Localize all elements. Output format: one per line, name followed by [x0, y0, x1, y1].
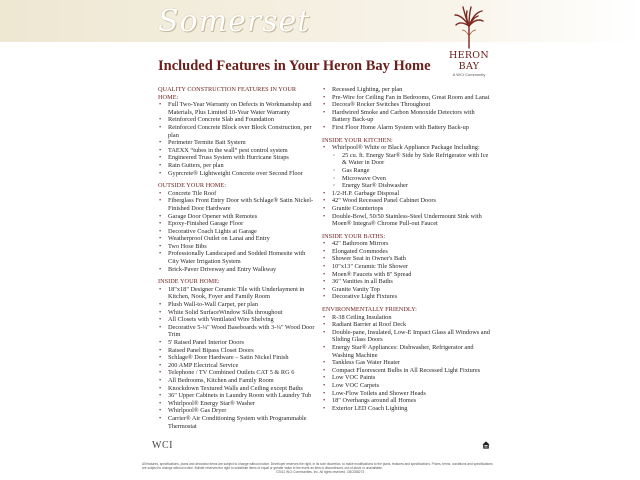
- feature-item: • 1/2-H.P. Garbage Disposal: [322, 190, 490, 198]
- section-title: OUTSIDE YOUR HOME:: [158, 182, 226, 190]
- feature-item: • Carrier® Air Conditioning System with Programmable Thermostat: [158, 415, 316, 430]
- feature-item: • 18" Overhangs around all Homes: [322, 397, 490, 405]
- feature-item: • All Closets with Ventilated Wire Shelving: [158, 316, 316, 324]
- palm-tree-icon: [454, 6, 484, 50]
- feature-item: • Perimeter Termite Bait System: [158, 139, 316, 147]
- feature-item: • Plush Wall-to-Wall Carpet, per plan: [158, 301, 316, 309]
- feature-item: • TAEXX “tubes in the wall” pest control system: [158, 147, 316, 155]
- feature-item: • Concrete Tile Roof: [158, 190, 316, 198]
- section-title: INSIDE YOUR BATHS:: [322, 232, 386, 240]
- wci-logo: WCI: [152, 440, 173, 451]
- feature-item: • Granite Countertops: [322, 205, 490, 213]
- feature-item: • Rain Gutters, per plan: [158, 162, 316, 170]
- feature-item: • Recessed Lighting, per plan: [322, 86, 490, 94]
- page-heading: Included Features in Your Heron Bay Home: [158, 58, 431, 74]
- feature-item: • Low VOC Carpets: [322, 382, 490, 390]
- feature-item: • Telephone / TV Combined Outlets CAT 5 & RG 6: [158, 369, 316, 377]
- feature-item: • 5' Raised Panel Interior Doors: [158, 339, 316, 347]
- feature-item: • 42" Wood Recessed Panel Cabinet Doors: [322, 197, 490, 205]
- feature-list: [158, 286, 316, 430]
- feature-sub-item: ◦ Energy Star® Dishwasher: [322, 182, 490, 190]
- feature-list: [322, 240, 490, 301]
- left-column: [158, 86, 316, 430]
- header-banner: [0, 0, 640, 42]
- feature-item: • Decorative Light Fixtures: [322, 293, 490, 301]
- feature-item: • Weatherproof Outlet on Lanai and Entry: [158, 235, 316, 243]
- feature-item: • Pre-Wire for Ceiling Fan in Bedrooms, Great Room and Lanai: [322, 94, 490, 102]
- feature-item: • Knockdown Textured Walls and Ceiling except Baths: [158, 385, 316, 393]
- feature-item: • White Solid SurfaceWindow Sills throughout: [158, 309, 316, 317]
- footer: [142, 462, 498, 475]
- feature-item: • Decorative 5-¼" Wood Baseboards with 3-¼" Wood Door Trim: [158, 324, 316, 339]
- section-title: INSIDE YOUR HOME:: [158, 278, 220, 286]
- feature-item: • Raised Panel Bipass Closet Doors: [158, 347, 316, 355]
- feature-item: • Fiberglass Front Entry Door with Schlage® Satin Nickel-Finished Door Hardware: [158, 197, 316, 212]
- feature-item: • Brick-Paver Driveway and Entry Walkway: [158, 266, 316, 274]
- feature-item: • Low VOC Paints: [322, 374, 490, 382]
- feature-item: • Hardwired Smoke and Carbon Monoxide Detectors with Battery Back-up: [322, 109, 490, 124]
- feature-item: • Garage Door Opener with Remotes: [158, 213, 316, 221]
- feature-item: • Schlage® Door Hardware – Satin Nickel Finish: [158, 354, 316, 362]
- feature-sub-item: ◦ 25 cu. ft. Energy Star® Side by Side Refrigerator with Ice & Water in Door: [322, 152, 490, 167]
- section-title: ENVIRONMENTALLY FRIENDLY:: [322, 306, 417, 314]
- feature-item: • Elongated Commodes: [322, 248, 490, 256]
- feature-item: • All Bedrooms, Kitchen and Family Room: [158, 377, 316, 385]
- feature-item: • Tankless Gas Water Heater: [322, 359, 490, 367]
- heron-bay-logo: [444, 6, 494, 77]
- feature-item: • Whirlpool® White or Black Appliance Package Including:: [322, 144, 490, 152]
- feature-item: • 42" Bathroom Mirrors: [322, 240, 490, 248]
- feature-item: • Exterior LED Coach Lighting: [322, 405, 490, 413]
- feature-item: • 10"x13" Ceramic Tile Shower: [322, 263, 490, 271]
- feature-sub-item: ◦ Gas Range: [322, 167, 490, 175]
- feature-item: • Two Hose Bibs: [158, 243, 316, 251]
- feature-list: [158, 101, 316, 177]
- logo-name: HERON BAY: [449, 50, 489, 72]
- feature-item: • Granite Vanity Top: [322, 286, 490, 294]
- feature-item: • 200 AMP Electrical Service: [158, 362, 316, 370]
- feature-item: • 36" Vanities in all Baths: [322, 278, 490, 286]
- footer-copyright: ©2012 WCI Communities, Inc. All rights reserved. CBC058273: [275, 470, 365, 475]
- feature-item: • Gyprcrete® Lightweight Concrete over Second Floor: [158, 170, 316, 178]
- feature-item: • Reinforced Concrete Block over Block Construction, per plan: [158, 124, 316, 139]
- logo-tagline: A WCI Community: [452, 72, 486, 77]
- feature-item: • Full Two-Year Warranty on Defects in Workmanship and Materials, Plus Limited 10-Year Water Warranty: [158, 101, 316, 116]
- feature-item: • Moen® Faucets with 8" Spread: [322, 271, 490, 279]
- feature-item: • 18"x18" Designer Ceramic Tile with Underlayment in Kitchen, Nook, Foyer and Family Room: [158, 286, 316, 301]
- feature-item: • Double-Bowl, 50/50 Stainless-Steel Undermount Sink with Moen® Integra® Chrome Pull-out Faucet: [322, 213, 490, 228]
- feature-item: • Epoxy-Finished Garage Floor: [158, 220, 316, 228]
- feature-list: [322, 314, 490, 413]
- community-title: Somerset: [158, 4, 311, 39]
- feature-list: [322, 144, 490, 228]
- feature-item: • Professionally Landscaped and Sodded Homesite with City Water Irrigation System: [158, 250, 316, 265]
- feature-item: • First Floor Home Alarm System with Battery Back-up: [322, 124, 490, 132]
- feature-item: • Decorative Coach Lights at Garage: [158, 228, 316, 236]
- feature-item: • Whirlpool® Energy Star® Washer: [158, 400, 316, 408]
- feature-item: • Shower Seat in Owner's Bath: [322, 255, 490, 263]
- feature-item: • Reinforced Concrete Slab and Foundation: [158, 116, 316, 124]
- equal-housing-icon: [482, 441, 490, 449]
- right-column: [322, 86, 490, 412]
- feature-item: • Energy Star® Appliances: Dishwasher, Refrigerator and Washing Machine: [322, 344, 490, 359]
- feature-item: • Decora® Rocker Switches Throughout: [322, 101, 490, 109]
- feature-item: • Compact Fluorescent Bulbs in All Recessed Light Fixtures: [322, 367, 490, 375]
- feature-sub-item: ◦ Microwave Oven: [322, 175, 490, 183]
- feature-item: • Engineered Truss System with Hurricane Straps: [158, 154, 316, 162]
- feature-item: • Radiant Barrier at Roof Deck: [322, 321, 490, 329]
- section-title: QUALITY CONSTRUCTION FEATURES IN YOUR HOME:: [158, 86, 297, 101]
- right-intro-list: [322, 86, 490, 132]
- feature-item: • R-38 Ceiling Insulation: [322, 314, 490, 322]
- feature-item: • Whirlpool® Gas Dryer: [158, 407, 316, 415]
- feature-item: • Low-Flow Toilets and Shower Heads: [322, 390, 490, 398]
- feature-list: [158, 190, 316, 274]
- section-title: INSIDE YOUR KITCHEN:: [322, 136, 393, 144]
- feature-item: • Double-pane, Insulated, Low-E Impact Glass all Windows and Sliding Glass Doors: [322, 329, 490, 344]
- feature-item: • 36" Upper Cabinets in Laundry Room with Laundry Tub: [158, 392, 316, 400]
- footer-disclaimer: All features, specifications, plans and decorator items are subject to change without notice. Developer reserves the right, in its sole discretion, to make modifications to the plans, features and specifications. Prices, terms, conditions and specifications are subject to change without notice. Builder reserves the right to substitute items of equal or greater value in the event an item is discontinued, out-of-stock or unavailable.: [142, 462, 493, 471]
